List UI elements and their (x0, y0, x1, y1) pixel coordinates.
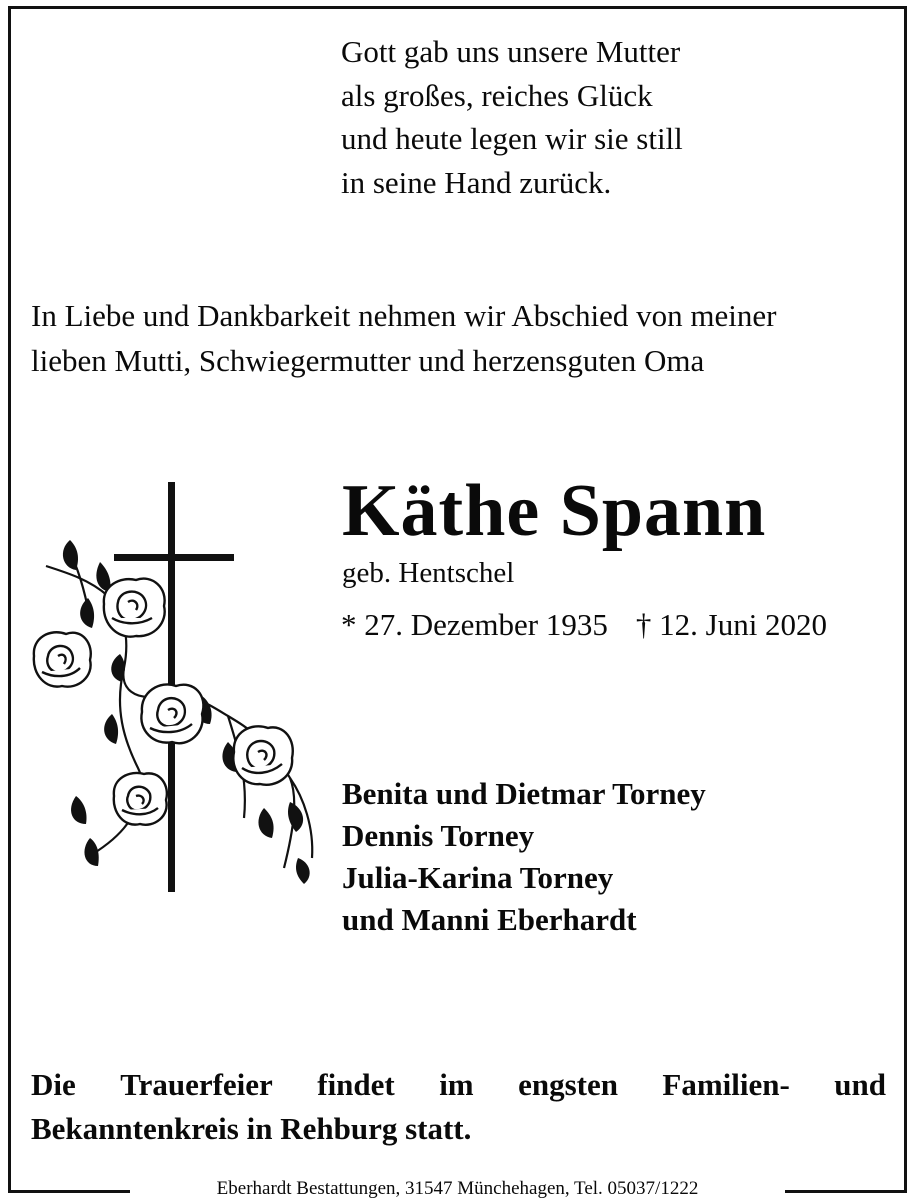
mourner-line: Dennis Torney (342, 818, 535, 853)
farewell-line: lieben Mutti, Schwiegermutter und herzensguten Oma (31, 343, 705, 378)
funeral-word: im (439, 1067, 474, 1102)
cross-with-roses-icon (28, 478, 328, 898)
mourner-line: Julia-Karina Torney (342, 860, 614, 895)
funeral-word: Trauerfeier (120, 1067, 273, 1102)
funeral-word: Familien- (662, 1067, 790, 1102)
deceased-name: Käthe Spann (342, 470, 767, 552)
poem-line: Gott gab uns unsere Mutter (341, 34, 681, 69)
funeral-notice (31, 1063, 886, 1151)
poem-line: in seine Hand zurück. (341, 164, 612, 200)
mourner-line: Benita und Dietmar Torney (342, 776, 706, 811)
funeral-word: findet (317, 1067, 395, 1102)
undertaker-footer: Eberhardt Bestattungen, 31547 Münchehagen, Tel. 05037/1222 (130, 1178, 785, 1200)
funeral-notice-line: Bekanntenkreis in Rehburg statt. (31, 1111, 472, 1146)
poem-line: und heute legen wir sie still (341, 121, 683, 156)
maiden-name: geb. Hentschel (342, 557, 515, 589)
farewell-line: In Liebe und Dankbarkeit nehmen wir Abschied von meiner (31, 298, 777, 333)
poem-line: als großes, reiches Glück (341, 77, 653, 113)
mourner-line: und Manni Eberhardt (342, 902, 637, 937)
funeral-word: Die (31, 1067, 76, 1102)
poem (341, 30, 861, 204)
funeral-word: und (834, 1067, 886, 1102)
funeral-word: engsten (518, 1067, 618, 1102)
funeral-notice-line (31, 1063, 886, 1107)
birth-date: * 27. Dezember 1935 (341, 607, 608, 642)
death-date: † 12. Juni 2020 (635, 607, 828, 642)
life-dates (341, 607, 827, 643)
farewell-text (31, 293, 901, 383)
mourners-list (342, 773, 706, 941)
